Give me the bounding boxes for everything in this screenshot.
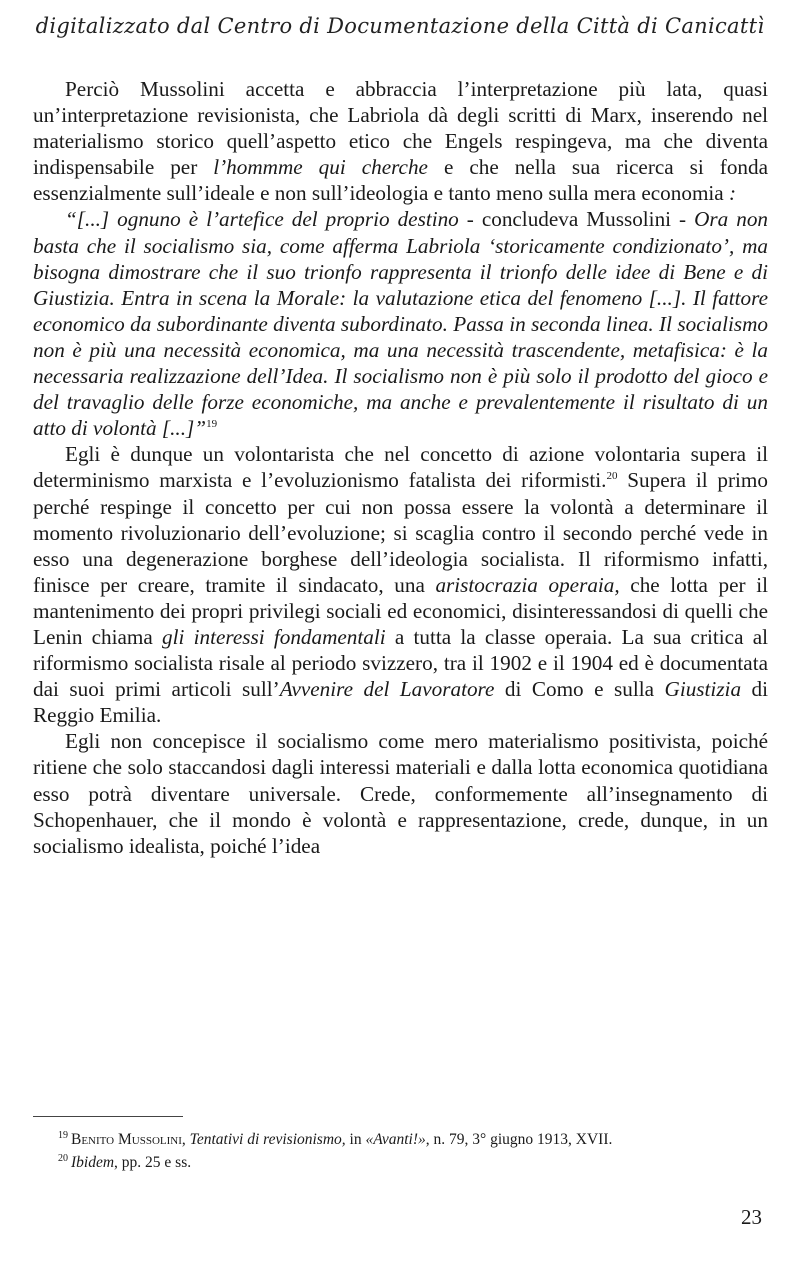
paragraph-4: Egli non concepisce il socialismo come mero materialismo positivista, poiché ritiene che solo staccandosi dagli interessi materiali e dalla lotta economica quotidiana esso potrà diventare universale. Crede, conformemente all’insegnamento di Schopenhauer, che il mondo è volontà e rappresentazione, crede, dunque, in un socialismo idealista, poiché l’idea [33,729,768,858]
footnote-divider [33,1116,183,1117]
footnote-19: $^{19}$ Benito Mussolini, Tentativi di revisionismo, in «Avanti!», n. 79, 3° giugno 1913, XVII. [58,1129,613,1148]
paragraph-3: Egli è dunque un volontarista che nel concetto di azione volontaria supera il determinismo marxista e l’evoluzionismo fatalista dei riformisti.$^{20}$ Supera il primo perché respinge il concetto per cui non possa essere la volontà a determinare il momento rivoluzionario dell’evoluzione; si scaglia contro il secondo perché vede in esso una degenerazione borghese dell’ideologia socialista. Il riformismo infatti, finisce per creare, tramite il sindacato, una aristocrazia operaia, che lotta per il mantenimento dei propri privilegi sociali ed economici, disinteressandosi di quelli che Lenin chiama gli interessi fondamentali a tutta la classe operaia. La sua critica al riformismo socialista risale al periodo svizzero, tra il 1902 e il 1904 ed è documentata dai suoi primi articoli sull’Avvenire del Lavoratore di Como e sulla Giustizia di Reggio Emilia. [33,442,769,728]
footnote-ref-20: 20 [606,470,618,483]
page-number: 23 [741,1205,762,1229]
footnotes [58,1128,768,1174]
page-body [33,76,768,859]
footnote-20: $^{20}$ Ibidem, pp. 25 e ss. [58,1152,192,1171]
footnote-ref-19: 19 [206,418,218,431]
paragraph-1: Perciò Mussolini accetta e abbraccia l’interpretazione più lata, quasi un’interpretazione revisionista, che Labriola dà degli scritti di Marx, inserendo nel materialismo storico quell’aspetto etico che Engels respingeva, ma che diventa indispensabile per l’hommme qui cherche e che nella sua ricerca si fonda essenzialmente sull’ideale e non sull’ideologia e tanto meno sulla mera economia : [33,77,769,206]
digitization-watermark: digitalizzato dal Centro di Documentazione della Città di Canicattì [35,14,765,38]
paragraph-2-quote: “[...] ognuno è l’artefice del proprio destino - concludeva Mussolini - Ora non basta che il socialismo sia, come afferma Labriola ‘storicamente condizionato’, ma bisogna dimostrare che il suo trionfo rappresenta il trionfo delle idee di Bene e di Giustizia. Entra in scena la Morale: la valutazione etica del fenomeno [...]. Il fattore economico da subordinante diventa subordinato. Passa in seconda linea. Il socialismo non è più una necessità economica, ma una necessità trascendente, metafisica: è la necessaria realizzazione dell’Idea. Il socialismo non è più solo il prodotto del gioco e del travaglio delle forze economiche, ma anche e prevalentemente il risultato di un atto di volontà [...]”$^{19}$ [33,207,769,441]
